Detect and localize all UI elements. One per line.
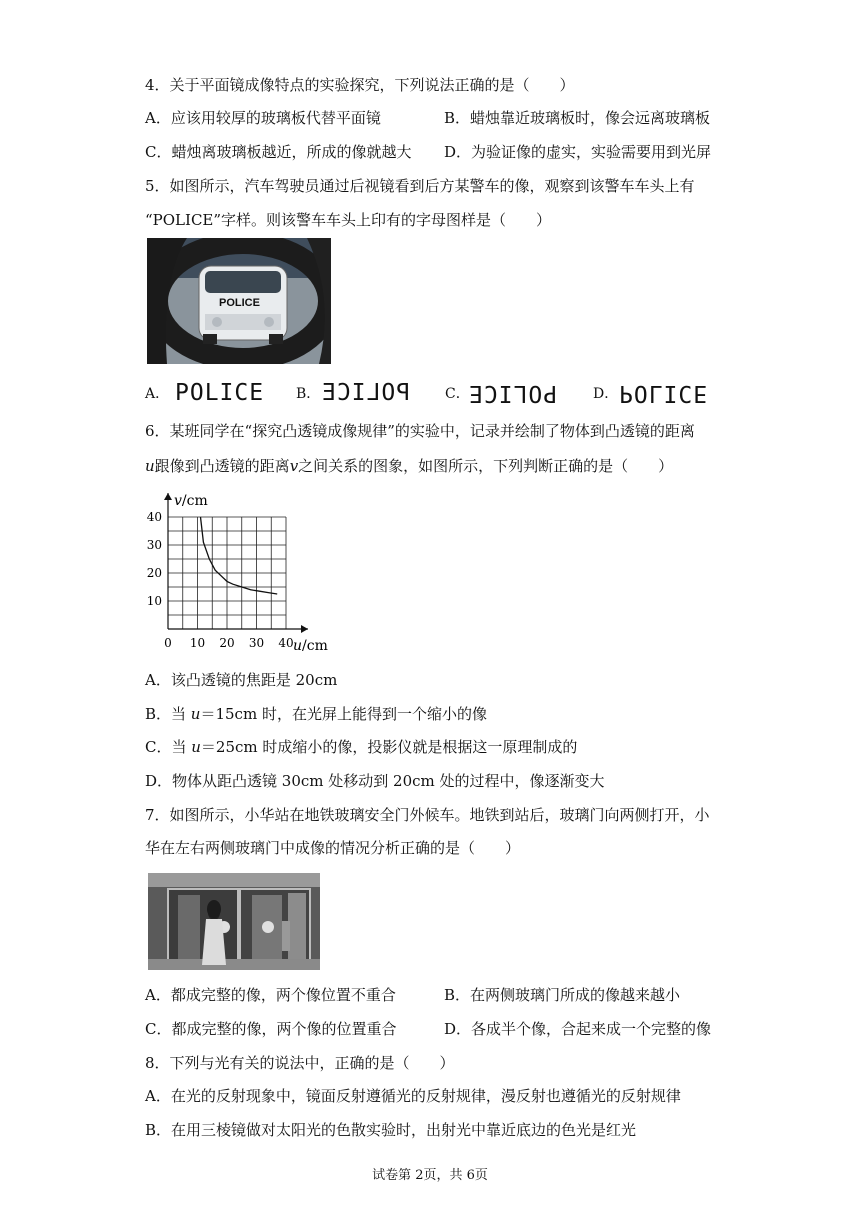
q6-c-pre: C．当 [145, 738, 192, 756]
q6-c-post: ＝25cm 时成缩小的像，投影仪就是根据这一原理制成的 [200, 738, 578, 756]
q4-stem: 4．关于平面镜成像特点的实验探究，下列说法正确的是（ ） [145, 76, 575, 94]
x-tick-label: 20 [219, 636, 235, 650]
chart-y-var: v [174, 493, 182, 509]
x-tick-label: 40 [278, 636, 294, 650]
q5-choice-c-label: C． [445, 386, 470, 402]
subway-door-art [148, 873, 320, 970]
y-tick-label: 10 [146, 594, 162, 608]
x-axis-arrow [301, 625, 308, 633]
x-tick-label: 30 [248, 636, 265, 650]
q6-var-v: v [289, 457, 299, 475]
q5-choice-d-text: POLICE [619, 380, 709, 406]
q4-option-b: B．蜡烛靠近玻璃板时，像会远离玻璃板 [444, 109, 711, 127]
q5-choice-c-text: POLICE [468, 380, 558, 406]
chart-y-unit: /cm [181, 493, 208, 509]
q7-option-d: D．各成半个像，合起来成一个完整的像 [444, 1020, 712, 1038]
q6-option-b [145, 704, 487, 724]
y-tick-label: 40 [146, 510, 162, 524]
chart-x-unit: /cm [302, 638, 328, 654]
q5-stem-line1: 5．如图所示，汽车驾驶员通过后视镜看到后方某警车的像，观察到该警车车头上有 [145, 177, 695, 195]
q8-option-a: A．在光的反射现象中，镜面反射遵循光的反射规律，漫反射也遵循光的反射规律 [145, 1087, 681, 1105]
q7-option-b: B．在两侧玻璃门所成的像越来越小 [444, 986, 681, 1004]
chart-y-label [174, 493, 208, 509]
q8-stem: 8．下列与光有关的说法中，正确的是（ ） [145, 1054, 455, 1072]
q7-option-a: A．都成完整的像，两个像位置不重合 [145, 986, 396, 1004]
q5-choice-d-label: D． [593, 386, 619, 402]
q5-stem-line2: “POLICE”字样。则该警车车头上印有的字母图样是（ ） [145, 211, 552, 229]
q4-option-a: A．应该用较厚的玻璃板代替平面镜 [145, 109, 381, 127]
q5-choice-b-text: POLICE [321, 380, 411, 406]
q6-stem-line2 [145, 456, 673, 476]
q4-option-d: D．为验证像的虚实，实验需要用到光屏 [444, 143, 712, 161]
q6-stem-line1: 6．某班同学在“探究凸透镜成像规律”的实验中，记录并绘制了物体到凸透镜的距离 [145, 422, 695, 440]
q5-choice-a-image [175, 380, 264, 406]
q5-choice-b-label: B． [296, 386, 321, 402]
mirror-photo [147, 238, 331, 364]
x-tick-label: 0 [164, 636, 172, 650]
q5-choice-c-image [468, 380, 557, 406]
q6-var-u: u [145, 457, 155, 475]
q5-choice-d-image [619, 380, 708, 406]
x-tick-label: 10 [189, 636, 206, 650]
q6-stem-text-a: 跟像到凸透镜的距离 [154, 457, 290, 475]
q6-b-var: u [190, 705, 201, 723]
q8-option-b: B．在用三棱镜做对太阳光的色散实验时，出射光中靠近底边的色光是红光 [145, 1121, 637, 1139]
q5-choice-a-label: A． [145, 386, 170, 402]
q5-choice-a-text: POLICE [175, 380, 265, 406]
y-axis-arrow [164, 493, 172, 500]
mirror-police-text: POLICE [219, 297, 260, 309]
y-tick-label: 30 [146, 538, 162, 552]
y-tick-label: 20 [146, 566, 162, 580]
page-footer: 试卷第 2页，共 6页 [372, 1168, 488, 1183]
q5-choice-b-image [321, 380, 410, 406]
q6-stem-text-b: 之间关系的图象，如图所示，下列判断正确的是（ ） [298, 457, 674, 475]
q6-b-post: ＝15cm 时，在光屏上能得到一个缩小的像 [200, 705, 487, 723]
q7-stem-line1: 7．如图所示，小华站在地铁玻璃安全门外候车。地铁到站后，玻璃门向两侧打开，小 [145, 806, 710, 824]
q6-b-pre: B．当 [145, 705, 191, 723]
q6-option-d: D．物体从距凸透镜 30cm 处移动到 20cm 处的过程中，像逐渐变大 [145, 772, 605, 790]
q6-c-var: u [191, 738, 201, 756]
q4-option-c: C．蜡烛离玻璃板越近，所成的像就越大 [145, 143, 412, 161]
q6-option-a: A．该凸透镜的焦距是 20cm [145, 671, 338, 689]
chart-x-label [293, 638, 328, 654]
q7-stem-line2: 华在左右两侧玻璃门中成像的情况分析正确的是（ ） [145, 839, 521, 857]
chart-grid [168, 517, 286, 629]
subway-door-photo [148, 873, 320, 970]
uv-chart [140, 488, 345, 658]
q6-option-c [145, 737, 577, 757]
chart-x-var: u [293, 638, 303, 654]
q7-option-c: C．都成完整的像，两个像的位置重合 [145, 1020, 397, 1038]
